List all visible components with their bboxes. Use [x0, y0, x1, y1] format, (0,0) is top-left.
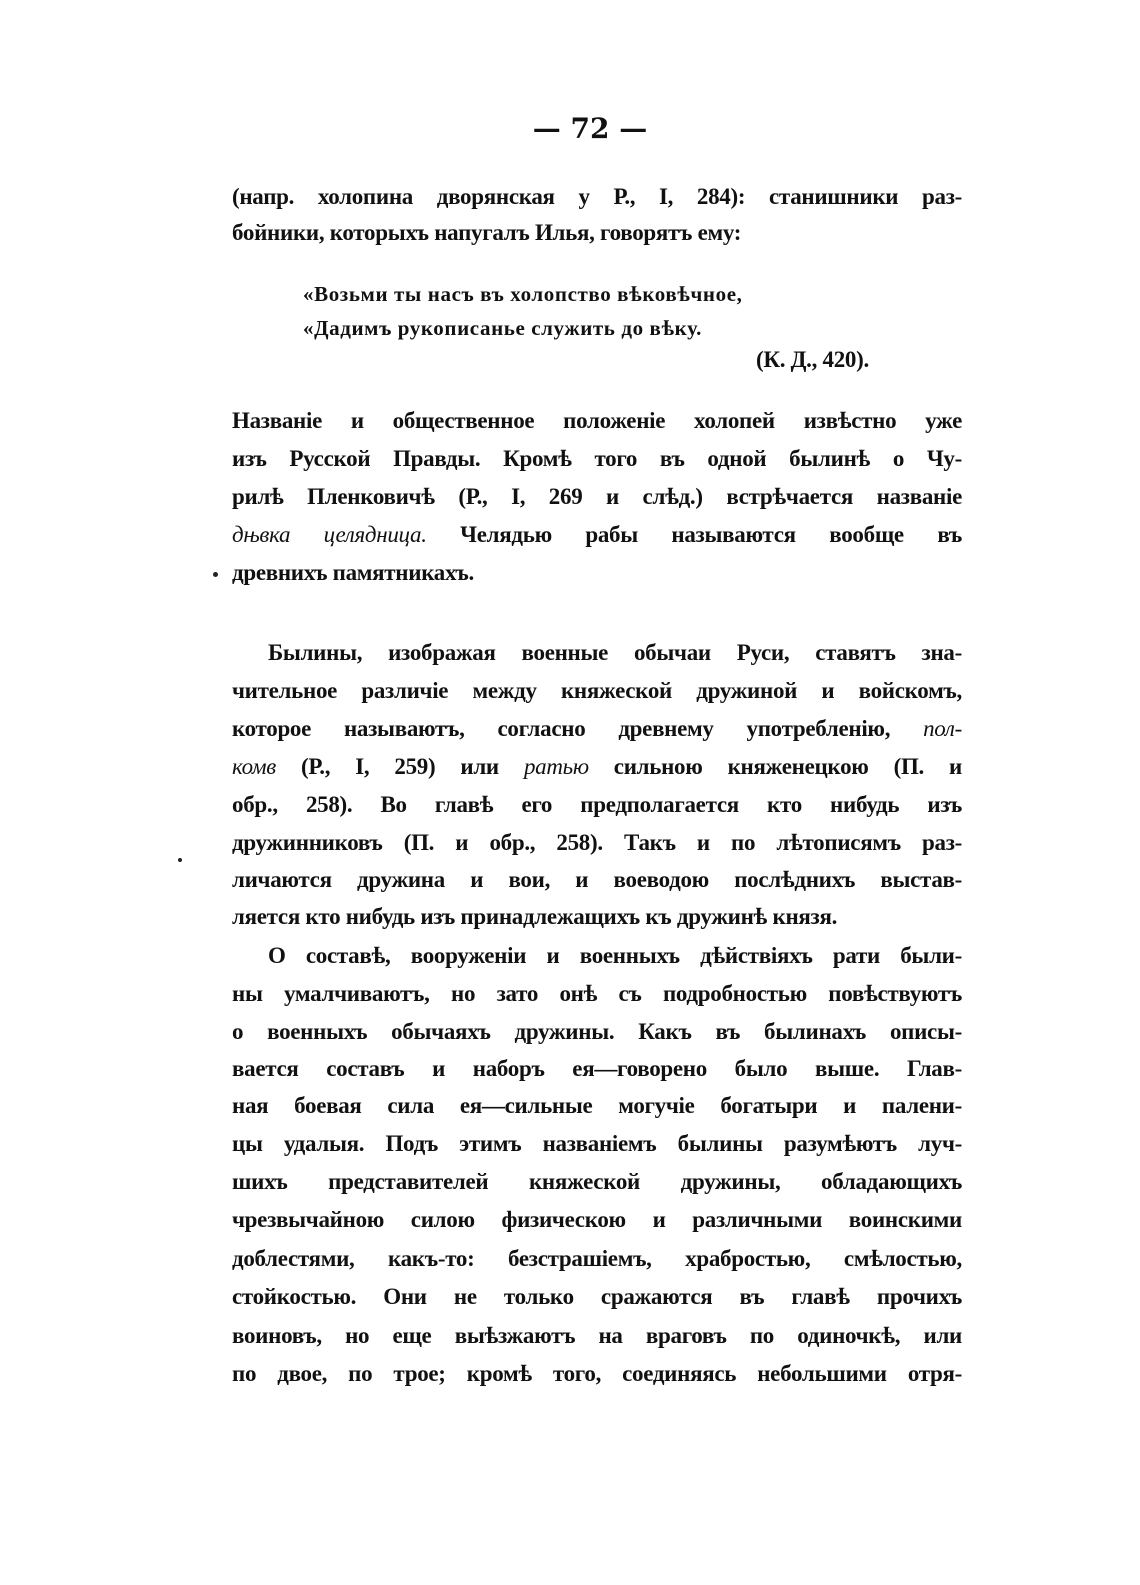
text-line	[232, 1054, 962, 1084]
text-span: чительное различіе между княжеской дружиной и войскомъ,	[232, 678, 962, 703]
italic-term: ратью	[523, 754, 589, 779]
text-span: дружинниковъ (П. и обр., 258). Такъ и по лѣтописямъ раз-	[232, 830, 962, 855]
text-span: (К. Д., 420).	[756, 347, 869, 372]
text-line	[268, 638, 962, 668]
text-span: обр., 258). Во главѣ его предполагается кто нибудь изъ	[232, 792, 962, 817]
scan-speck	[178, 858, 182, 862]
text-span: чрезвычайною силою физическою и различными воинскими	[232, 1207, 962, 1232]
text-span: бойники, которыхъ напугалъ Илья, говорятъ ему:	[232, 220, 742, 245]
text-line	[232, 444, 962, 474]
italic-term: комв	[232, 754, 276, 779]
text-line	[232, 1282, 962, 1312]
text-line	[232, 979, 962, 1009]
text-line	[232, 676, 962, 706]
text-line	[232, 1321, 962, 1351]
text-span: которое называютъ, согласно древнему употребленію,	[232, 716, 924, 741]
text-span: Былины, изображая военные обычаи Руси, ставятъ зна-	[268, 640, 962, 665]
text-line	[232, 218, 962, 248]
text-span: ляется кто нибудь изъ принадлежащихъ къ дружинѣ князя.	[232, 904, 838, 929]
text-span: (Р., I, 259) или	[275, 754, 524, 779]
text-span: рилѣ Пленковичѣ (Р., I, 269 и слѣд.) встрѣчается названіе	[232, 484, 962, 509]
text-line	[232, 790, 962, 820]
text-line	[232, 1017, 962, 1047]
text-span: изъ Русской Правды. Кромѣ того въ одной былинѣ о Чу-	[232, 446, 962, 471]
text-line	[232, 406, 962, 436]
text-span: о военныхъ обычаяхъ дружины. Какъ въ былинахъ описы-	[232, 1019, 962, 1044]
text-span: ны умалчиваютъ, но зато онѣ съ подробностью повѣствуютъ	[232, 981, 962, 1006]
text-line	[232, 1359, 962, 1389]
text-span: «Возьми ты насъ въ холопство вѣковѣчное,	[303, 282, 743, 306]
text-line	[232, 902, 962, 932]
text-line	[232, 828, 962, 858]
page-number: — 72 —	[532, 112, 648, 145]
text-line	[232, 752, 962, 782]
text-span: древнихъ памятникахъ.	[232, 560, 474, 585]
text-span: сильною княженецкою (П. и	[588, 754, 963, 779]
text-span: личаются дружина и вои, и воеводою послѣднихъ выстав-	[232, 867, 962, 892]
text-span: шихъ представителей княжеской дружины, обладающихъ	[232, 1169, 962, 1194]
text-line	[232, 558, 962, 588]
text-span: Челядью рабы называются вообще въ	[426, 522, 962, 547]
text-line	[232, 182, 962, 212]
text-span: стойкостью. Они не только сражаются въ главѣ прочихъ	[232, 1284, 962, 1309]
text-span: воиновъ, но еще выѣзжаютъ на враговъ по одиночкѣ, или	[232, 1323, 962, 1348]
text-span: цы удалыя. Подъ этимъ названіемъ былины разумѣютъ луч-	[232, 1131, 962, 1156]
text-line	[303, 313, 702, 343]
text-span: вается составъ и наборъ ея—говорено было выше. Глав-	[232, 1056, 962, 1081]
text-span: доблестями, какъ-то: безстрашіемъ, храбростью, смѣлостью,	[232, 1246, 962, 1271]
text-line	[232, 1244, 962, 1274]
text-line	[303, 279, 742, 309]
text-span: (напр. холопина дворянская у Р., I, 284): станишники раз-	[232, 184, 962, 209]
italic-term: дњвка целядница.	[232, 522, 427, 547]
text-line	[232, 1129, 962, 1159]
text-line	[232, 1205, 962, 1235]
text-line	[232, 482, 962, 512]
italic-term: пол-	[923, 716, 962, 741]
text-span: по двое, по трое; кромѣ того, соединяясь небольшими отря-	[232, 1361, 962, 1386]
text-line	[756, 345, 869, 375]
text-line	[232, 865, 962, 895]
text-line	[232, 1167, 962, 1197]
text-line	[232, 520, 962, 550]
text-line	[232, 1091, 962, 1121]
text-span: Названіе и общественное положеніе холопей извѣстно уже	[232, 408, 962, 433]
text-span: «Дадимъ рукописанье служить до вѣку.	[303, 316, 702, 340]
text-line	[268, 941, 962, 971]
scan-speck	[213, 572, 218, 577]
text-span: О составѣ, вооруженіи и военныхъ дѣйствіяхъ рати были-	[268, 943, 962, 968]
text-line	[232, 714, 962, 744]
text-span: ная боевая сила ея—сильные могучіе богатыри и палени-	[232, 1093, 962, 1118]
